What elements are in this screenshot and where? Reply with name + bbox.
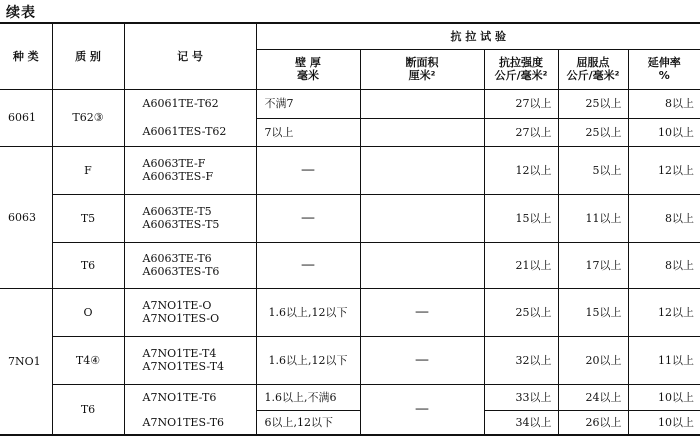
area-cell: —: [360, 384, 484, 435]
wall-cell: 1.6以上,12以下: [256, 288, 360, 336]
header-elongation: [628, 49, 700, 89]
tensile-cell: 21以上: [484, 242, 558, 288]
header-wall-label: 壁 厚: [295, 56, 321, 69]
symbol-cell: A7NO1TE-T6: [124, 384, 256, 410]
header-section-area: [360, 49, 484, 89]
header-yield-unit: 公斤/毫米²: [566, 69, 620, 82]
area-cell: [360, 194, 484, 242]
yield-cell: 26以上: [558, 410, 628, 435]
elong-cell: 12以上: [628, 146, 700, 194]
temper-cell: T62③: [52, 89, 124, 146]
symbol-line: A6063TES-T6: [142, 265, 220, 278]
header-tensile-unit: 公斤/毫米²: [494, 69, 548, 82]
temper-cell: T6: [52, 242, 124, 288]
header-tensile-test: 抗 拉 试 验: [256, 23, 700, 49]
temper-cell: F: [52, 146, 124, 194]
header-elong-unit: %: [658, 69, 670, 82]
elong-cell: 12以上: [628, 288, 700, 336]
symbol-line: A7NO1TE-T4: [142, 347, 217, 360]
area-cell: [360, 118, 484, 146]
header-symbol: 记 号: [124, 23, 256, 89]
table-row: [0, 384, 700, 410]
tensile-cell: 15以上: [484, 194, 558, 242]
tensile-cell: 32以上: [484, 336, 558, 384]
table-row: [0, 288, 700, 336]
wall-cell: —: [256, 194, 360, 242]
kind-cell: 7NO1: [0, 288, 52, 435]
elong-cell: 10以上: [628, 118, 700, 146]
area-cell: —: [360, 288, 484, 336]
tensile-cell: 33以上: [484, 384, 558, 410]
symbol-line: A6063TE-T6: [142, 252, 212, 265]
temper-cell: T5: [52, 194, 124, 242]
symbol-cell: A6061TE-T62: [124, 89, 256, 118]
header-wall-unit: 毫米: [297, 69, 319, 82]
kind-cell: 6063: [0, 146, 52, 288]
temper-cell: T6: [52, 384, 124, 435]
table-row: [0, 242, 700, 288]
wall-cell: —: [256, 146, 360, 194]
area-cell: [360, 242, 484, 288]
symbol-cell: A7NO1TES-T6: [124, 410, 256, 435]
symbol-cell: [124, 336, 256, 384]
table-caption: 续表: [6, 5, 36, 21]
table-row: [0, 194, 700, 242]
area-cell: —: [360, 336, 484, 384]
elong-cell: 8以上: [628, 89, 700, 118]
specification-table: [0, 22, 700, 436]
temper-cell: T4④: [52, 336, 124, 384]
wall-cell: 不满7: [256, 89, 360, 118]
symbol-line: A6063TE-T5: [142, 205, 212, 218]
header-area-unit: 厘米²: [408, 69, 436, 82]
tensile-cell: 25以上: [484, 288, 558, 336]
yield-cell: 25以上: [558, 118, 628, 146]
symbol-cell: [124, 146, 256, 194]
yield-cell: 17以上: [558, 242, 628, 288]
wall-cell: 6以上,12以下: [256, 410, 360, 435]
table-row: [0, 89, 700, 118]
header-tensile-strength: [484, 49, 558, 89]
wall-cell: 1.6以上,不满6: [256, 384, 360, 410]
symbol-line: A6063TES-T5: [142, 218, 220, 231]
tensile-cell: 27以上: [484, 89, 558, 118]
symbol-cell: [124, 242, 256, 288]
yield-cell: 15以上: [558, 288, 628, 336]
yield-cell: 25以上: [558, 89, 628, 118]
temper-cell: O: [52, 288, 124, 336]
elong-cell: 11以上: [628, 336, 700, 384]
yield-cell: 20以上: [558, 336, 628, 384]
symbol-line: A7NO1TES-O: [142, 312, 220, 325]
symbol-cell: [124, 288, 256, 336]
wall-cell: 1.6以上,12以下: [256, 336, 360, 384]
elong-cell: 10以上: [628, 384, 700, 410]
symbol-line: A6063TES-F: [142, 170, 214, 183]
tensile-cell: 12以上: [484, 146, 558, 194]
wall-cell: 7以上: [256, 118, 360, 146]
symbol-line: A7NO1TE-O: [142, 299, 212, 312]
kind-cell: 6061: [0, 89, 52, 146]
header-kind: 种 类: [0, 23, 52, 89]
area-cell: [360, 89, 484, 118]
yield-cell: 11以上: [558, 194, 628, 242]
yield-cell: 24以上: [558, 384, 628, 410]
elong-cell: 8以上: [628, 194, 700, 242]
wall-cell: —: [256, 242, 360, 288]
table-row: [0, 336, 700, 384]
table-row: [0, 146, 700, 194]
header-yield-label: 屈服点: [576, 56, 610, 69]
tensile-cell: 34以上: [484, 410, 558, 435]
tensile-cell: 27以上: [484, 118, 558, 146]
yield-cell: 5以上: [558, 146, 628, 194]
symbol-cell: A6061TES-T62: [124, 118, 256, 146]
elong-cell: 10以上: [628, 410, 700, 435]
header-elong-label: 延伸率: [647, 56, 681, 69]
area-cell: [360, 146, 484, 194]
header-tensile-label: 抗拉强度: [499, 56, 543, 69]
header-yield-point: [558, 49, 628, 89]
elong-cell: 8以上: [628, 242, 700, 288]
symbol-cell: [124, 194, 256, 242]
header-wall-thickness: [256, 49, 360, 89]
header-area-label: 断面积: [405, 56, 439, 69]
symbol-line: A6063TE-F: [142, 157, 206, 170]
header-temper: 质 别: [52, 23, 124, 89]
symbol-line: A7NO1TES-T4: [142, 360, 225, 373]
